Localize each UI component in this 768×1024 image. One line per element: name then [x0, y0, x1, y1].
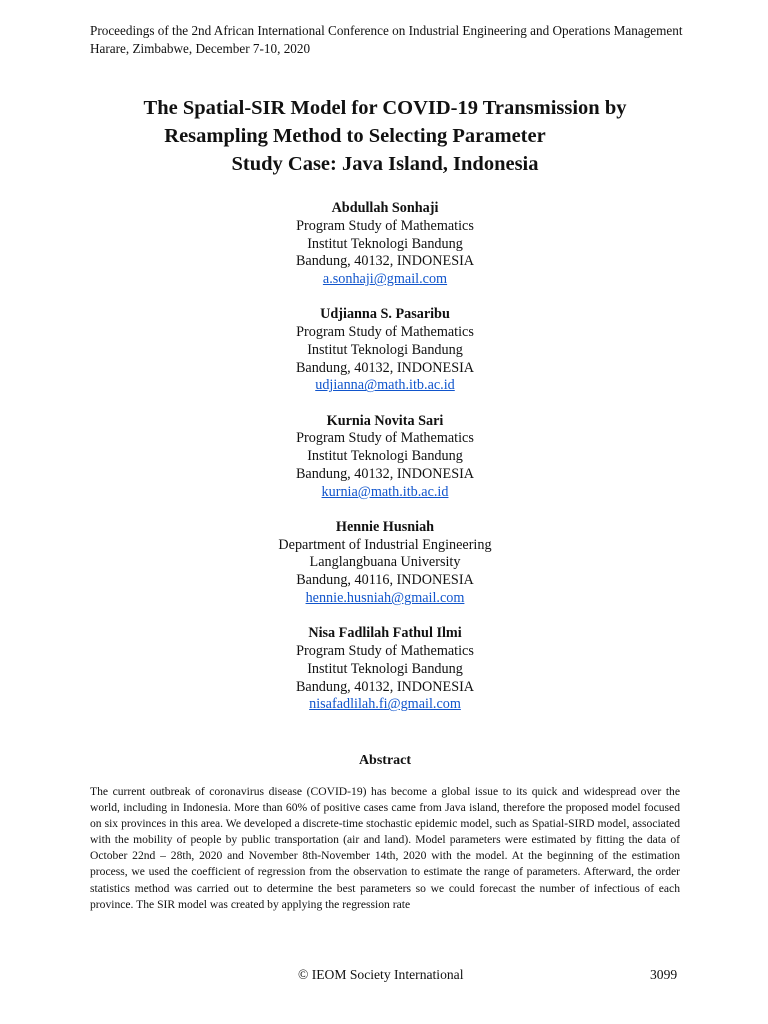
author-institution: Institut Teknologi Bandung: [307, 235, 463, 252]
author-department: Program Study of Mathematics: [296, 642, 474, 659]
author-block: [90, 625, 680, 714]
author-name: Udjianna S. Pasaribu: [320, 306, 450, 323]
author-name: Abdullah Sonhaji: [331, 200, 439, 216]
author-address: Bandung, 40132, INDONESIA: [295, 359, 475, 376]
author-block: [90, 519, 680, 608]
author-block: [90, 306, 680, 395]
author-block: [90, 413, 680, 502]
author-department: Program Study of Mathematics: [296, 324, 474, 341]
page-number: 3099: [650, 967, 678, 982]
author-address: Bandung, 40132, INDONESIA: [295, 678, 475, 695]
author-address: Bandung, 40132, INDONESIA: [295, 253, 475, 270]
abstract-heading: Abstract: [358, 753, 412, 768]
author-address: Bandung, 40132, INDONESIA: [295, 465, 475, 482]
author-email-link[interactable]: a.sonhaji@gmail.com: [322, 271, 448, 288]
author-department: Program Study of Mathematics: [296, 430, 474, 447]
title-line-2: Resampling Method to Selecting Parameter: [164, 125, 546, 147]
author-department: Program Study of Mathematics: [296, 217, 474, 234]
header-location-line: Harare, Zimbabwe, December 7-10, 2020: [90, 41, 311, 56]
author-email-link[interactable]: kurnia@math.itb.ac.id: [321, 483, 449, 500]
footer-copyright: © IEOM Society International: [298, 967, 464, 982]
title-line-3: Study Case: Java Island, Indonesia: [231, 153, 539, 175]
author-list: [90, 200, 680, 731]
author-block: [90, 200, 680, 289]
author-institution: Institut Teknologi Bandung: [307, 448, 463, 465]
author-email-link[interactable]: nisafadlilah.fi@gmail.com: [309, 696, 461, 713]
author-department: Department of Industrial Engineering: [278, 536, 492, 553]
header-conference-line: Proceedings of the 2nd African International Conference on Industrial Engineering and Operations Management: [90, 23, 683, 38]
author-name: Nisa Fadlilah Fathul Ilmi: [308, 625, 462, 642]
author-email-link[interactable]: udjianna@math.itb.ac.id: [315, 377, 455, 394]
author-name: Kurnia Novita Sari: [326, 412, 444, 429]
author-address: Bandung, 40116, INDONESIA: [296, 572, 474, 589]
author-institution: Institut Teknologi Bandung: [307, 660, 463, 677]
proceedings-header: [90, 22, 730, 58]
abstract-text: The current outbreak of coronavirus disease (COVID-19) has become a global issue to its quick and widespread over the world, including in Indonesia. More than 60% of positive cases came from Java island, therefore the proposed model focused on six provinces in this area. We developed a discrete-time stochastic epidemic model, such as Spatial-SIRD model, associated with the mobility of people by public transportation (air and land). Model parameters were estimated by fitting the data of October 22nd – 28th, 2020 and November 8th-November 14th, 2020 with the model. At the beginning of the estimation process, we used the coefficient of regression from the observation to estimate the range of parameters. Afterward, the order statistics method was carried out to determine the best parameters so we could forecast the number of infectious of each province. The SIR model was created by applying the regression rate: [90, 785, 680, 911]
title-line-1: The Spatial-SIR Model for COVID-19 Transmission by: [143, 97, 627, 119]
author-email-link[interactable]: hennie.husniah@gmail.com: [305, 590, 465, 607]
author-name: Hennie Husniah: [335, 518, 435, 535]
paper-title: [90, 94, 680, 178]
author-institution: Langlangbuana University: [309, 554, 461, 571]
author-institution: Institut Teknologi Bandung: [307, 341, 463, 358]
